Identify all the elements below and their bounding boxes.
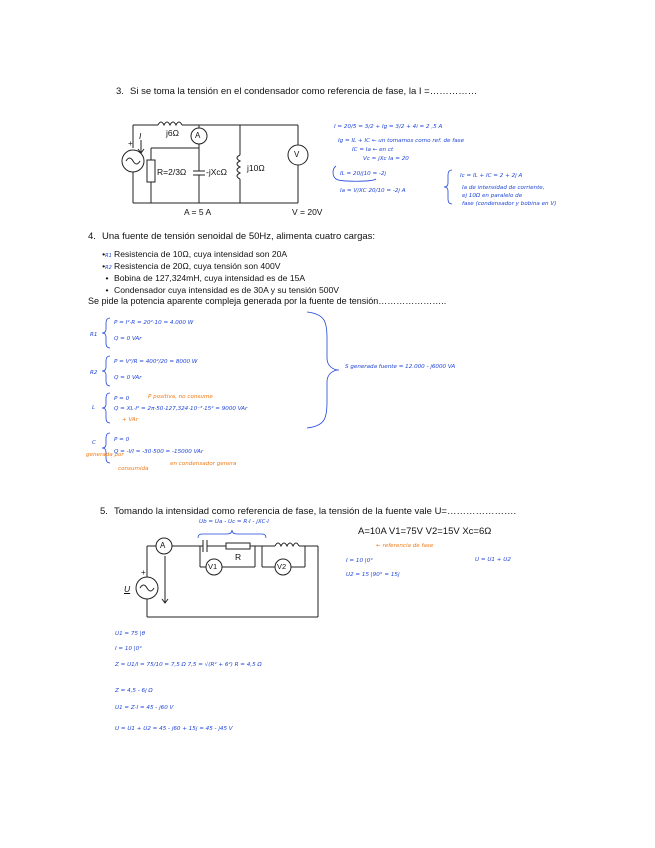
q4-bullet-mark: R2 xyxy=(105,265,112,271)
q4-hw-r2-p: P = V²/R = 400²/20 = 8000 W xyxy=(114,359,198,365)
q3-hw-line: I = 20/5 = 3/2 + Ig = 3/2 + 4i = 2 ,5 A xyxy=(334,124,443,130)
q3-hw-line: IC = Ia ← en ct xyxy=(352,147,394,153)
q3-label-j10: j10Ω xyxy=(247,163,265,173)
q4-hw-c-label: C xyxy=(92,440,96,446)
q4-hw-l-note: P positiva, no consume xyxy=(148,394,213,400)
q3-hw-line: IL = 20/j10 = -2j xyxy=(340,171,387,177)
q3-hw-line: Ia de intensidad de corriente, xyxy=(462,185,545,191)
q5-label-v2: V2 xyxy=(277,562,287,571)
q4-hw-c-q: Q = -VI = -30·500 = -15000 VAr xyxy=(114,449,204,455)
q3-label-jxc: -jXcΩ xyxy=(206,167,227,177)
q3-hw-line: ej 10Ω en paralelo de xyxy=(462,193,523,199)
q3-hw-line: Vc = jXc Ia = 20 xyxy=(363,156,409,162)
q4-hw-l-q: Q = XL·I² = 2π·50·127,324·10⁻³·15² = 9000 VAr xyxy=(114,406,248,412)
q3-label-j6: j6Ω xyxy=(166,128,179,138)
q5-hw-line: ← referencia de fase xyxy=(376,543,434,549)
q5-label-v1: V1 xyxy=(208,562,218,571)
q4-prompt: Se pide la potencia aparente compleja generada por la fuente de tensión………………….. xyxy=(88,296,447,306)
q4-load-item: • Bobina de 127,324mH, cuya intensidad es de 15A xyxy=(105,273,306,283)
q4-hw-c-side: generada por xyxy=(86,452,124,458)
q4-load-item: • Condensador cuya intensidad es de 30A y su tensión 500V xyxy=(105,285,340,295)
q4-hw-r2-q: Q = 0 VAr xyxy=(114,375,142,381)
q4-text: Una fuente de tensión senoidal de 50Hz, alimenta cuatro cargas: xyxy=(102,231,376,242)
q3-hw-line: Ia = V/XC 20/10 = -2j A xyxy=(340,188,406,194)
q4-hw-r1-p: P = I²·R = 20²·10 = 4.000 W xyxy=(114,320,194,326)
q5-hw-line: I = 10 |0° xyxy=(115,646,143,652)
q4-bullet-mark: R1 xyxy=(105,253,112,259)
q3-hw-line: fase (condensador y bobina en V) xyxy=(462,201,557,207)
q4-hw-result: S generada fuente = 12.000 - j6000 VA xyxy=(345,364,456,370)
q4-load-item: •R2 Resistencia de 20Ω, cuya tensión son 400V xyxy=(102,261,281,271)
q4-hw-r2-label: R2 xyxy=(90,370,98,376)
q3-caption-v: V = 20V xyxy=(292,207,323,217)
q5-hw-line: Z = 4,5 - 6j Ω xyxy=(115,688,153,694)
q4-hw-r1-q: Q = 0 VAr xyxy=(114,336,142,342)
q4-load-item: •R1 Resistencia de 10Ω, cuya intensidad son 20A xyxy=(102,249,288,259)
q5-hw-line: Z = U1/I = 75/10 = 7,5 Ω 7,5 = √(R² + 6²) R = 4,5 Ω xyxy=(115,662,262,668)
q5-label-r: R xyxy=(235,552,242,562)
q4-hw-l-side: + VAr xyxy=(122,417,139,423)
q5-hw-line: U1 = Z·I = 45 - j60 V xyxy=(115,705,174,711)
q3-label-i: I xyxy=(139,131,142,141)
q5-number: 5. xyxy=(100,506,108,517)
q3-hw-line: Ic = IL + IC = 2 + 2j A xyxy=(460,173,523,179)
q4-hw-l-p: P = 0 xyxy=(114,396,130,402)
q5-hw-line: U = U1 + U2 xyxy=(475,557,511,563)
q5-hw-line: U1 = 75 |θ xyxy=(115,631,146,637)
q3-caption-a: A = 5 A xyxy=(184,207,212,217)
q3-label-r: R=2/3Ω xyxy=(157,167,187,177)
q4-number: 4. xyxy=(88,231,96,242)
svg-text:+: + xyxy=(128,139,133,148)
q4-hw-l-label: L xyxy=(92,405,96,411)
q5-label-u: U xyxy=(124,584,131,594)
q5-hw-line: U = U1 + U2 = 45 - j60 + 15j = 45 - j45 V xyxy=(115,726,233,732)
svg-text:+: + xyxy=(141,568,146,577)
q5-hw-line: I = 10 |0° xyxy=(346,558,374,564)
q4-hw-c-note2: consumida xyxy=(118,466,149,472)
q3-text: Si se toma la tensión en el condensador como referencia de fase, la I =…………… xyxy=(130,86,478,97)
q5-text: Tomando la intensidad como referencia de fase, la tensión de la fuente vale U=…………………. xyxy=(114,506,517,517)
q4-hw-c-p: P = 0 xyxy=(114,437,130,443)
q5-hw-line: U2 = 15 |90° = 15j xyxy=(346,572,400,578)
q3-hw-line: Ig = IL + IC ← un tomamos como ref. de fase xyxy=(338,138,465,144)
q5-hw-line: Ub = Ua - Uc = R·I - jXC·I xyxy=(199,519,269,525)
q4-hw-r1-label: R1 xyxy=(90,332,98,338)
q3-label-v: V xyxy=(294,150,300,159)
q4-hw-c-note1: en condensador genera xyxy=(170,461,237,467)
q3-number: 3. xyxy=(116,86,124,97)
q5-label-a: A xyxy=(160,541,166,550)
q5-params: A=10A V1=75V V2=15V Xc=6Ω xyxy=(358,526,492,537)
q3-label-a: A xyxy=(195,131,201,140)
